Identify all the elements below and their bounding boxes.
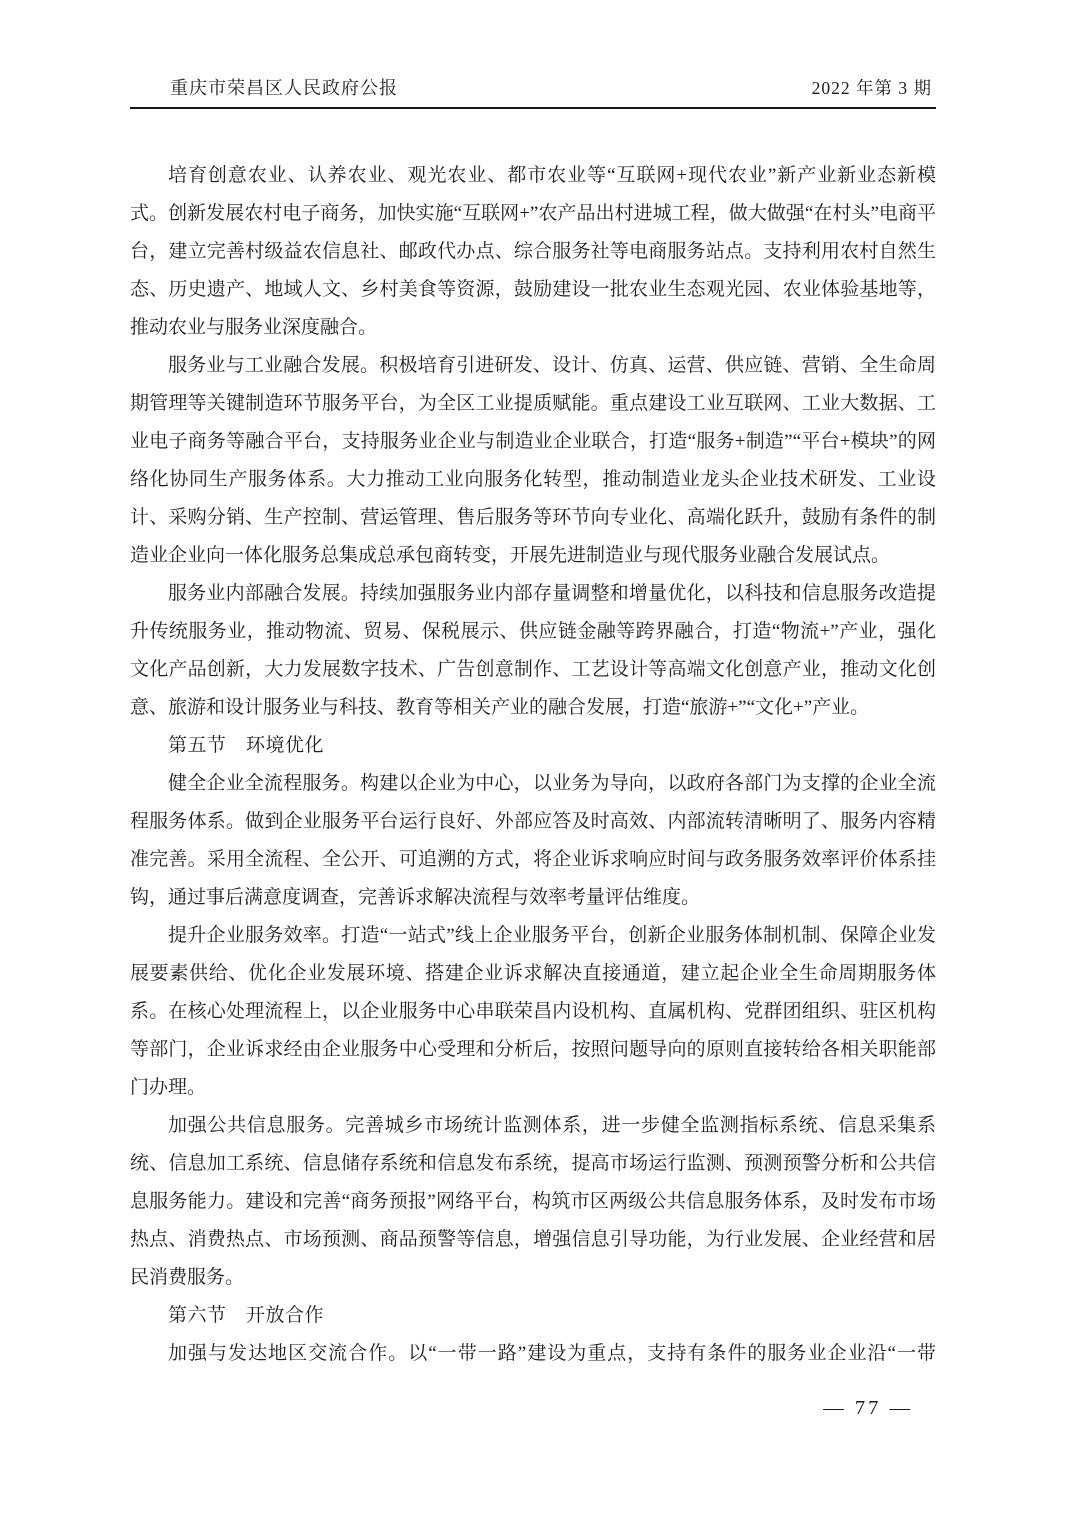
document-body: [130, 157, 936, 1373]
page-number: — 77 —: [823, 1397, 913, 1419]
section-heading-6: 第六节 开放合作: [168, 1305, 325, 1326]
page-header: [130, 74, 936, 109]
paragraph: 服务业内部融合发展。持续加强服务业内部存量调整和增量优化，以科技和信息服务改造提升传统服务业，推动物流、贸易、保税展示、供应链金融等跨界融合，打造“物流+”产业，强化文化产品创新，大力发展数字技术、广告创意制作、工艺设计等高端文化创意产业，推动文化创意、旅游和设计服务业与科技、教育等相关产业的融合发展，打造“旅游+”“文化+”产业。: [130, 583, 936, 718]
gazette-title: 重庆市荣昌区人民政府公报: [170, 78, 398, 98]
paragraph: 提升企业服务效率。打造“一站式”线上企业服务平台，创新企业服务体制机制、保障企业发展要素供给、优化企业发展环境、搭建企业诉求解决直接通道，建立起企业全生命周期服务体系。在核心处理流程上，以企业服务中心串联荣昌内设机构、直属机构、党群团组织、驻区机构等部门，企业诉求经由企业服务中心受理和分析后，按照问题导向的原则直接转给各相关职能部门办理。: [130, 925, 936, 1098]
section-heading-5: 第五节 环境优化: [168, 735, 325, 756]
paragraph: 加强公共信息服务。完善城乡市场统计监测体系，进一步健全监测指标系统、信息采集系统、信息加工系统、信息储存系统和信息发布系统，提高市场运行监测、预测预警分析和公共信息服务能力。建设和完善“商务预报”网络平台，构筑市区两级公共信息服务体系，及时发布市场热点、消费热点、市场预测、商品预警等信息，增强信息引导功能，为行业发展、企业经营和居民消费服务。: [130, 1115, 936, 1288]
paragraph: 加强与发达地区交流合作。以“一带一路”建设为重点，支持有条件的服务业企业沿“一带: [168, 1343, 936, 1364]
issue-label: 2022 年第 3 期: [811, 78, 932, 98]
paragraph: 健全企业全流程服务。构建以企业为中心，以业务为导向，以政府各部门为支撑的企业全流程服务体系。做到企业服务平台运行良好、外部应答及时高效、内部流转清晰明了、服务内容精准完善。采用全流程、全公开、可追溯的方式，将企业诉求响应时间与政务服务效率评价体系挂钩，通过事后满意度调查，完善诉求解决流程与效率考量评估维度。: [130, 773, 936, 908]
content-area: [130, 74, 936, 1373]
paragraph: 服务业与工业融合发展。积极培育引进研发、设计、仿真、运营、供应链、营销、全生命周期管理等关键制造环节服务平台，为全区工业提质赋能。重点建设工业互联网、工业大数据、工业电子商务等融合平台，支持服务业企业与制造业企业联合，打造“服务+制造”“平台+模块”的网络化协同生产服务体系。大力推动工业向服务化转型，推动制造业龙头企业技术研发、工业设计、采购分销、生产控制、营运管理、售后服务等环节向专业化、高端化跃升，鼓励有条件的制造业企业向一体化服务总集成总承包商转变，开展先进制造业与现代服务业融合发展试点。: [130, 355, 936, 566]
paragraph: 培育创意农业、认养农业、观光农业、都市农业等“互联网+现代农业”新产业新业态新模式。创新发展农村电子商务，加快实施“互联网+”农产品出村进城工程，做大做强“在村头”电商平台，建立完善村级益农信息社、邮政代办点、综合服务社等电商服务站点。支持利用农村自然生态、历史遗产、地域人文、乡村美食等资源，鼓励建设一批农业生态观光园、农业体验基地等，推动农业与服务业深度融合。: [130, 165, 936, 338]
